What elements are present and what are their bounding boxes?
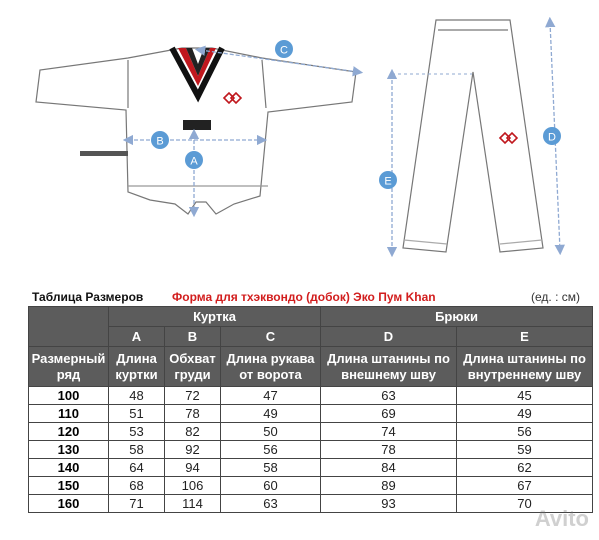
letter-a: A — [109, 327, 165, 347]
value-cell: 78 — [165, 405, 221, 423]
value-cell: 69 — [321, 405, 457, 423]
corner-cell — [29, 307, 109, 347]
value-cell: 78 — [321, 441, 457, 459]
value-cell: 56 — [221, 441, 321, 459]
group-pants: Брюки — [321, 307, 593, 327]
product-name: Форма для тхэквондо (добок) Эко Пум Khan — [172, 290, 436, 304]
value-cell: 92 — [165, 441, 221, 459]
value-cell: 63 — [221, 495, 321, 513]
value-cell: 53 — [109, 423, 165, 441]
size-cell: 110 — [29, 405, 109, 423]
value-cell: 72 — [165, 387, 221, 405]
label-e: E — [384, 175, 392, 188]
table-row — [29, 459, 593, 477]
value-cell: 94 — [165, 459, 221, 477]
value-cell: 84 — [321, 459, 457, 477]
label-d: D — [548, 131, 556, 144]
value-cell: 50 — [221, 423, 321, 441]
value-cell: 71 — [109, 495, 165, 513]
value-cell: 74 — [321, 423, 457, 441]
letter-row — [29, 327, 593, 347]
group-header-row — [29, 307, 593, 327]
belt-end — [80, 151, 128, 156]
value-cell: 56 — [457, 423, 593, 441]
watermark-logo: Avito — [534, 506, 589, 531]
table-row — [29, 423, 593, 441]
pants-illustration — [403, 20, 543, 252]
value-cell: 45 — [457, 387, 593, 405]
label-b: B — [156, 135, 164, 148]
label-a: A — [190, 155, 198, 168]
table-row — [29, 387, 593, 405]
table-row — [29, 441, 593, 459]
letter-e: E — [457, 327, 593, 347]
value-cell: 58 — [221, 459, 321, 477]
group-jacket: Куртка — [109, 307, 321, 327]
size-cell: 150 — [29, 477, 109, 495]
col-outseam: Длина штанины по внешнему шву — [321, 347, 457, 387]
size-cell: 100 — [29, 387, 109, 405]
size-cell: 160 — [29, 495, 109, 513]
value-cell: 68 — [109, 477, 165, 495]
column-header-row — [29, 347, 593, 387]
value-cell: 63 — [321, 387, 457, 405]
value-cell: 82 — [165, 423, 221, 441]
letter-c: C — [221, 327, 321, 347]
value-cell: 49 — [457, 405, 593, 423]
value-cell: 93 — [321, 495, 457, 513]
value-cell: 49 — [221, 405, 321, 423]
value-cell: 58 — [109, 441, 165, 459]
col-inseam: Длина штанины по внутреннему шву — [457, 347, 593, 387]
value-cell: 64 — [109, 459, 165, 477]
size-cell: 140 — [29, 459, 109, 477]
value-cell: 47 — [221, 387, 321, 405]
value-cell: 59 — [457, 441, 593, 459]
value-cell: 62 — [457, 459, 593, 477]
table-body — [29, 387, 593, 513]
size-cell: 130 — [29, 441, 109, 459]
size-cell: 120 — [29, 423, 109, 441]
measure-d — [543, 22, 561, 250]
value-cell: 51 — [109, 405, 165, 423]
value-cell: 89 — [321, 477, 457, 495]
label-c: C — [280, 44, 288, 57]
letter-b: B — [165, 327, 221, 347]
value-cell: 67 — [457, 477, 593, 495]
value-cell: 70 — [457, 495, 593, 513]
unit-note: (ед. : см) — [531, 290, 580, 304]
table-title: Таблица Размеров — [32, 290, 144, 304]
col-sleeve: Длина рукава от ворота — [221, 347, 321, 387]
value-cell: 114 — [165, 495, 221, 513]
value-cell: 106 — [165, 477, 221, 495]
value-cell: 48 — [109, 387, 165, 405]
size-header: Размерный ряд — [29, 347, 109, 387]
size-table — [28, 306, 593, 513]
table-row — [29, 405, 593, 423]
col-chest: Обхват груди — [165, 347, 221, 387]
col-jacket-length: Длина куртки — [109, 347, 165, 387]
table-row — [29, 495, 593, 513]
value-cell: 60 — [221, 477, 321, 495]
letter-d: D — [321, 327, 457, 347]
table-row — [29, 477, 593, 495]
